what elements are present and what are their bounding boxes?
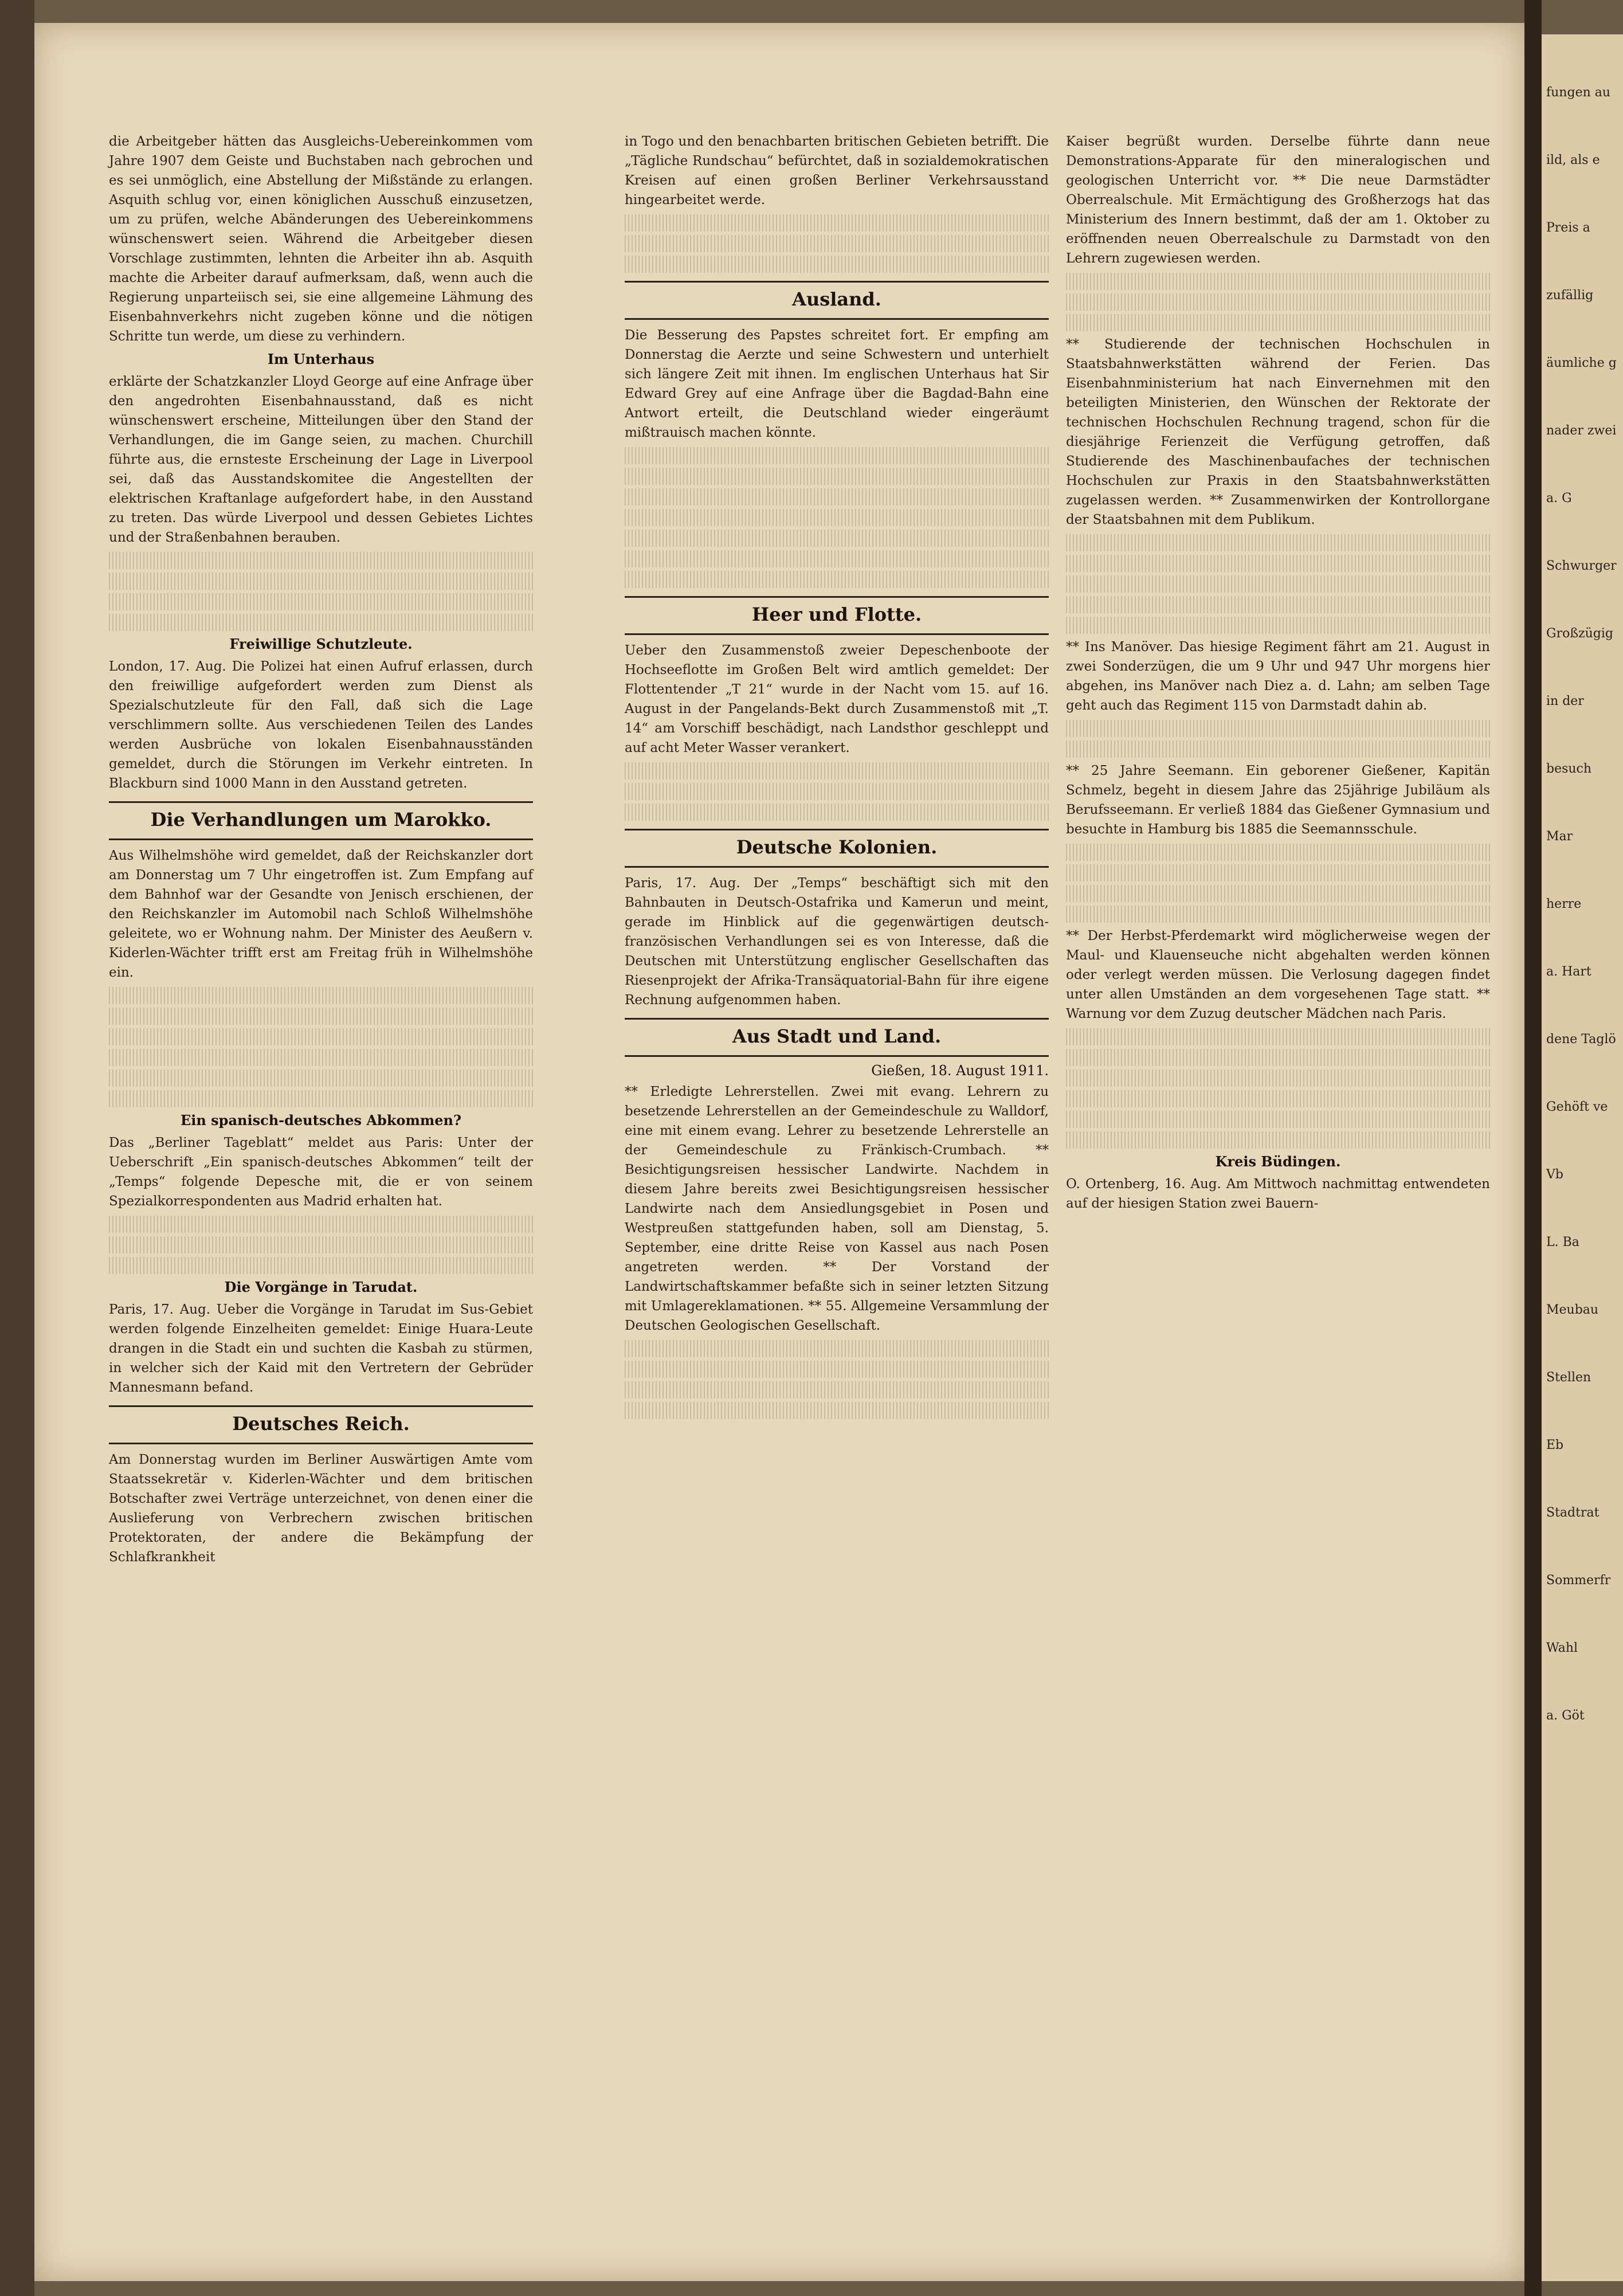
adjacent-page-line: in der [1546, 694, 1584, 708]
column-middle [625, 132, 1049, 1423]
adjacent-page-line: Eb [1546, 1438, 1564, 1452]
adjacent-page-line: Stellen [1546, 1370, 1591, 1385]
middle-top-article: in Togo und den benachbarten britischen Gebieten betrifft. Die „Tägliche Rundschau“ befürchtet, daß in sozialdemokratischen Kreisen auf einen großen Berliner Verkehrsausstand hingearbeitet werde. [625, 134, 1049, 207]
adjacent-page-line: a. G [1546, 491, 1572, 506]
adjacent-page-line: Sommerfr [1546, 1573, 1611, 1588]
adjacent-page-line: L. Ba [1546, 1235, 1579, 1249]
adjacent-page-line: Schwurger [1546, 559, 1617, 573]
column-left [109, 132, 533, 1572]
spanisch-text: Das „Berliner Tageblatt“ meldet aus Paris: Unter der Ueberschrift „Ein spanisch-deutsches Abkommen“ teilt der „Temps“ folgende Depesche mit, die er von seinem Spezialkorrespondenten aus Madrid erhalten hat. [109, 1135, 533, 1209]
marokko-heading: Die Verhandlungen um Marokko. [150, 809, 492, 830]
kreis-text: O. Ortenberg, 16. Aug. Am Mittwoch nachmittag entwendeten auf der hiesigen Station zwei Bauern- [1066, 1177, 1490, 1211]
adjacent-page-line: Großzügig [1546, 626, 1613, 641]
adjacent-page-line: herre [1546, 897, 1582, 911]
tarudat-text: Paris, 17. Aug. Ueber die Vorgänge in Tarudat im Sus-Gebiet werden folgende Einzelheiten gemeldet: Einige Huara-Leute drangen in die Stadt ein und suchten die Kasbah zu stürmen, in welcher sich der Kaid mit den Vertretern der Gebrüder Mannesmann befand. [109, 1302, 533, 1395]
adjacent-page-line: besuch [1546, 762, 1592, 776]
reich-text: Am Donnerstag wurden im Berliner Auswärtigen Amte vom Staatssekretär v. Kiderlen-Wächter und dem britischen Botschafter zwei Verträge unterzeichnet, von denen einer die Auslieferung von Verbrechern zwischen britischen Protektoraten, der andere die Bekämpfung der Schlafkrankheit [109, 1452, 533, 1565]
ausland-text: Die Besserung des Papstes schreitet fort. Er empfing am Donnerstag die Aerzte und seine Schwestern und unterhielt sich längere Zeit mit ihnen. Im englischen Unterhaus hat Sir Edward Grey auf eine Anfrage über die Bagdad-Bahn eine Antwort erteilt, die Deutschland wieder eingeräumt mißtrauisch machen könnte. [625, 328, 1049, 440]
adjacent-page-line: dene Taglö [1546, 1032, 1616, 1047]
adjacent-page-line: Preis a [1546, 221, 1590, 235]
pferde-text: ** Der Herbst-Pferdemarkt wird möglicherweise wegen der Maul- und Klauenseuche nicht abgehalten werden können oder verlegt werden müssen. Die Verlosung dagegen findet unter allen Umständen an dem vorgesehenen Tage statt. ** Warnung vor dem Zuzug deutscher Mädchen nach Paris. [1066, 928, 1490, 1021]
adjacent-page-line: fungen au [1546, 85, 1611, 100]
adjacent-page-line: a. Hart [1546, 965, 1591, 979]
adjacent-page-line: Wahl [1546, 1641, 1578, 1655]
reich-heading: Deutsches Reich. [232, 1413, 410, 1435]
adjacent-page-line: äumliche g [1546, 356, 1617, 370]
adjacent-page-line: Gehöft ve [1546, 1100, 1608, 1114]
stadt-text: ** Erledigte Lehrerstellen. Zwei mit evang. Lehrern zu besetzende Lehrerstellen an der Gemeindeschule zu Walldorf, eine mit einem evang. Lehrer zu besetzende Lehrerstelle an der Gemeindeschule zu Fränkisch-Crumbach. ** Besichtigungsreisen hessischer Landwirte. Nachdem in diesem Jahre bereits zwei Besichtigungsreisen hessischer Landwirte nach dem Ansiedlungsgebiet in Posen und Westpreußen stattgefunden haben, soll am Dienstag, 5. September, eine dritte Reise von Kassel aus nach Posen angetreten werden. ** Der Vorstand der Landwirtschaftskammer befaßte sich in seiner letzten Sitzung mit Umlagereklamationen. ** 55. Allgemeine Versammlung der Deutschen Geologischen Gesellschaft. [625, 1084, 1049, 1333]
newspaper-page [34, 23, 1524, 2281]
book-spine [1524, 0, 1542, 2296]
column-right [1066, 132, 1490, 1218]
left-top-article: die Arbeitgeber hätten das Ausgleichs-Uebereinkommen vom Jahre 1907 dem Geiste und Buchstaben nach gebrochen und es sei unmöglich, eine Abstellung der Mißstände zu erlangen. Asquith schlug vor, einen königlichen Ausschuß einzusetzen, um zu prüfen, welche Abänderungen des Uebereinkommens wünschenswert seien. Während die Arbeitgeber diesen Vorschlage zustimmten, lehnten die Arbeiter ihn ab. Asquith machte die Arbeiter darauf aufmerksam, daß, wenn auch die Regierung unparteiisch sei, sie eine allgemeine Lähmung des Eisenbahnverkehrs nicht zugeben könne und die nötigen Schritte tun werde, um diese zu verhindern. [109, 134, 533, 344]
manoever-text: ** Ins Manöver. Das hiesige Regiment fährt am 21. August in zwei Sonderzügen, die um 9 Uhr und 947 Uhr morgens hier abgehen, ins Manöver nach Diez a. d. Lahn; am selben Tage geht auch das Regiment 115 von Darmstadt dahin ab. [1066, 640, 1490, 713]
left-gutter [0, 0, 34, 2296]
freiwillige-heading: Freiwillige Schutzleute. [229, 636, 413, 652]
kreis-heading: Kreis Büdingen. [1215, 1153, 1341, 1170]
right-top-article: Kaiser begrüßt wurden. Derselbe führte dann neue Demonstrations-Apparate für den mineralogischen und geologischen Unterricht vor. ** Die neue Darmstädter Oberrealschule. Mit Ermächtigung des Großherzogs hat das Ministerium des Innern bestimmt, daß der am 1. Oktober zu eröffnenden neuen Oberrealschule zu Darmstadt von den Lehrern zugewiesen werden. [1066, 134, 1490, 266]
adjacent-page-line: Vb [1546, 1167, 1563, 1182]
marokko-text: Aus Wilhelmshöhe wird gemeldet, daß der Reichskanzler dort am Donnerstag um 7 Uhr eingetroffen ist. Zum Empfang auf dem Bahnhof war der Gesandte von Jenisch erschienen, der den Reichskanzler im Automobil nach Schloß Wilhelmshöhe geleitete, wo er Wohnung nahm. Der Minister des Aeußern v. Kiderlen-Wächter trifft erst am Freitag früh in Wilhelmshöhe ein. [109, 848, 533, 980]
adjacent-page-line: Mar [1546, 829, 1573, 844]
stadt-dateline: Gießen, 18. August 1911. [871, 1063, 1049, 1079]
im-unterhaus-heading: Im Unterhaus [267, 351, 375, 367]
adjacent-page-line: a. Göt [1546, 1709, 1585, 1723]
heer-heading: Heer und Flotte. [751, 604, 922, 625]
adjacent-page-line: nader zwei [1546, 424, 1617, 438]
freiwillige-text: London, 17. Aug. Die Polizei hat einen Aufruf erlassen, durch den freiwillige aufgefordert werden zum Dienst als Spezialschutzleute für den Fall, daß sich die Lage verschlimmern sollte. Aus verschiedenen Teilen des Landes werden Ausbrüche von lokalen Eisenbahnausständen gemeldet, durch die Störungen im Verkehr eintreten. In Blackburn sind 1000 Mann in den Ausstand getreten. [109, 659, 533, 791]
kolonien-text: Paris, 17. Aug. Der „Temps“ beschäftigt sich mit den Bahnbauten in Deutsch-Ostafrika und Kamerun und meint, gerade im Hinblick auf die gegenwärtigen deutsch-französischen Verhandlungen sei es von Interesse, daß die Deutschen mit Unterstützung englischer Gesellschaften das Riesenprojekt der Afrika-Transäquatorial-Bahn für ihre eigene Rechnung aufgenommen haben. [625, 876, 1049, 1008]
im-unterhaus-text: erklärte der Schatzkanzler Lloyd George auf eine Anfrage über den angedrohten Eisenbahnausstand, daß es nicht wünschenswert erscheine, Mitteilungen über den Stand der Verhandlungen, die im Gange seien, zu machen. Churchill führte aus, die ernsteste Erscheinung der Lage in Liverpool sei, daß das Ausstandskomitee die Angestellten der elektrischen Kraftanlage aufgefordert habe, in den Ausstand zu treten. Das würde Liverpool und dessen Gebietes Lichtes und der Straßenbahnen berauben. [109, 374, 533, 545]
seemann-text: ** 25 Jahre Seemann. Ein geborener Gießener, Kapitän Schmelz, begeht in diesem Jahre das 25jährige Jubiläum als Berufsseemann. Er verließ 1884 das Gießener Gymnasium und besuchte in Hamburg bis 1885 die Seemannsschule. [1066, 763, 1490, 837]
adjacent-page-line: Meubau [1546, 1303, 1599, 1317]
heer-text: Ueber den Zusammenstoß zweier Depeschenboote der Hochseeflotte im Großen Belt wird amtlich gemeldet: Der Flottentender „T 21“ wurde in der Nacht vom 15. auf 16. August in der Pangelands-Bekt durch Zusammenstoß mit „T. 14“ am Vorschiff beschädigt, nach Landsthor geschleppt und auf acht Meter Wasser verankert. [625, 643, 1049, 755]
adjacent-page-line: ild, als e [1546, 153, 1600, 167]
studierende-text: ** Studierende der technischen Hochschulen in Staatsbahnwerkstätten während der Ferien. Das Eisenbahnministerium hat nach Einvernehmen mit den beteiligten Ministerien, den Wünschen der Rektorate der technischen Hochschulen Rechnung tragend, schon für die diesjährige Ferienzeit die Verfügung getroffen, daß Studierende des Maschinenbaufaches der technischen Hochschulen zur Praxis in den Staatsbahnwerkstätten zugelassen werden. ** Zusammenwirken der Kontrollorgane der Staatsbahnen mit dem Publikum. [1066, 337, 1490, 527]
spanisch-heading: Ein spanisch-deutsches Abkommen? [180, 1112, 462, 1129]
tarudat-heading: Die Vorgänge in Tarudat. [224, 1279, 418, 1295]
ausland-heading: Ausland. [792, 288, 881, 310]
adjacent-page-line: Stadtrat [1546, 1506, 1600, 1520]
adjacent-page-line: zufällig [1546, 288, 1594, 303]
stadt-heading: Aus Stadt und Land. [732, 1025, 942, 1047]
adjacent-page-edge [1542, 34, 1623, 2281]
kolonien-heading: Deutsche Kolonien. [736, 836, 938, 858]
